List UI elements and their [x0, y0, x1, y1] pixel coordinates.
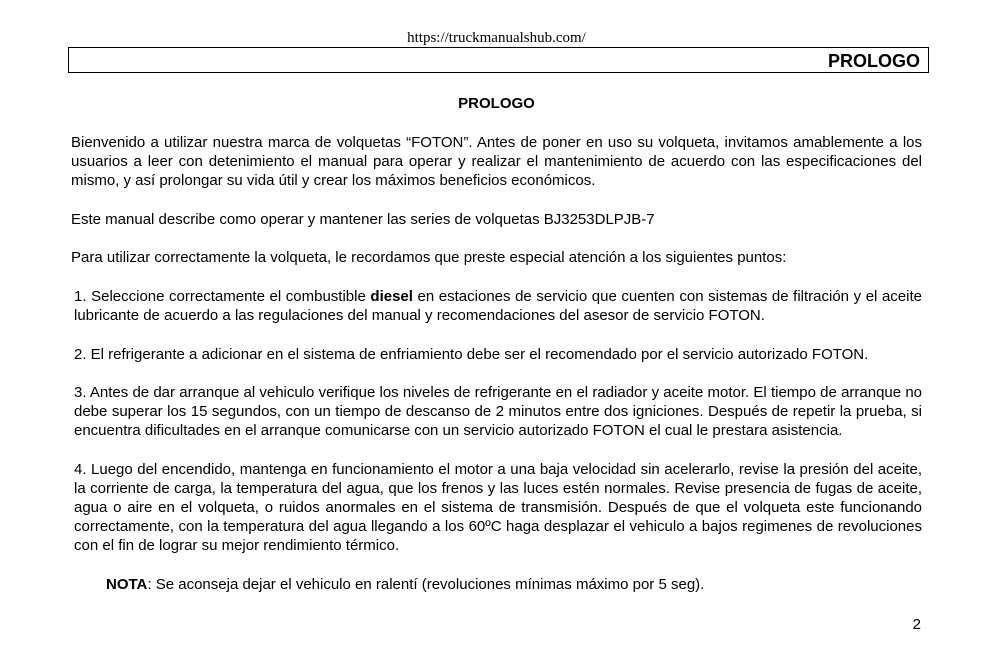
list-item-1-emphasis: diesel	[370, 288, 413, 305]
page-number: 2	[912, 616, 921, 633]
list-item-1	[74, 287, 922, 325]
list-item-1-text-end: en estaciones de servicio que cuenten con sistemas de filtración y el aceite lubricante de acuerdo a las regulaciones del manual y recomendaciones del asesor de servicio FOTON.	[74, 288, 922, 324]
list-item-3: 3. Antes de dar arranque al vehiculo verifique los niveles de refrigerante en el radiador y aceite motor. El tiempo de arranque no debe superar los 15 segundos, con un tiempo de descanso de 2 minutos entre dos igniciones. Después de repetir la prueba, si encuentra dificultades en el arranque comunicarse con un servicio autorizado FOTON el cual le prestara asistencia.	[74, 384, 922, 439]
source-url: https://truckmanualshub.com/	[407, 30, 586, 46]
note	[106, 575, 922, 594]
attention-paragraph: Para utilizar correctamente la volqueta, le recordamos que preste especial atención a los siguientes puntos:	[71, 249, 787, 266]
section-header	[68, 47, 929, 73]
section-header-title: PROLOGO	[827, 51, 920, 71]
page-title: PROLOGO	[458, 95, 535, 112]
intro-paragraph: Bienvenido a utilizar nuestra marca de volquetas “FOTON”. Antes de poner en uso su volqueta, invitamos amablemente a los usuarios a leer con detenimiento el manual para operar y realizar el mantenimiento de acuerdo con las especificaciones del mismo, y así prolongar su vida útil y crear los máximos beneficios económicos.	[71, 134, 922, 189]
note-text: : Se aconseja dejar el vehiculo en ralentí (revoluciones mínimas máximo por 5 seg).	[147, 576, 705, 593]
list-item-1-text-start: 1. Seleccione correctamente el combustible	[74, 288, 371, 305]
list-item-4: 4. Luego del encendido, mantenga en funcionamiento el motor a una baja velocidad sin acelerarlo, revise la presión del aceite, la corriente de carga, la temperatura del agua, que los frenos y las luces estén normales. Revise presencia de fugas de aceite, agua o aire en el volqueta, o ruidos anormales en el sistema de transmisión. Después de que el volqueta este funcionando correctamente, con la temperatura del agua llegando a los 60ºC haga desplazar el vehiculo a bajos regimenes de revoluciones con el fin de lograr su mejor rendimiento térmico.	[74, 461, 922, 554]
series-paragraph: Este manual describe como operar y mantener las series de volquetas BJ3253DLPJB-7	[71, 211, 655, 228]
note-label: NOTA	[106, 576, 148, 593]
list-item-2: 2. El refrigerante a adicionar en el sistema de enfriamiento debe ser el recomendado por el servicio autorizado FOTON.	[74, 346, 869, 363]
